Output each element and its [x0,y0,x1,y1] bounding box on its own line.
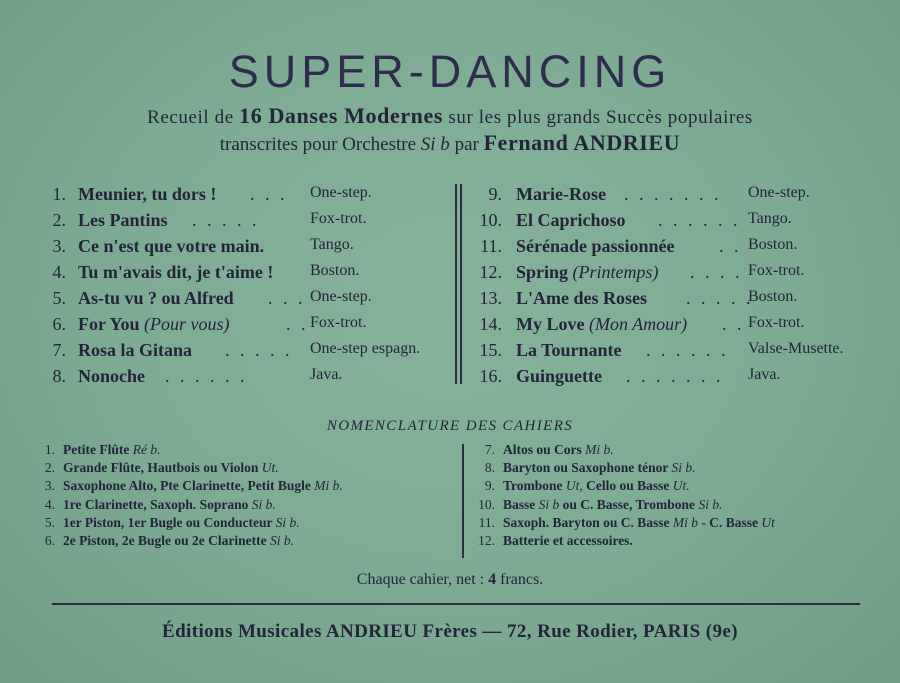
part-number: 5. [44,514,55,530]
dance-title: For You (Pour vous) [78,314,230,334]
part-instruments: Petite Flûte Ré b. [63,442,161,457]
arranger-name: Fernand ANDRIEU [483,130,681,155]
dance-title: Rosa la Gitana [78,340,193,360]
leader-dots: . . . [268,288,306,308]
part-number: 7. [484,442,495,457]
dance-title: Nonoche [78,366,145,386]
part-item [475,442,895,460]
dance-title: Meunier, tu dors ! [78,184,217,204]
dance-genre: Tango. [310,236,354,253]
dance-item [476,184,886,210]
part-number: 11. [478,514,495,530]
dance-genre: Fox-trot. [748,262,805,279]
dance-genre: One-step espagn. [310,340,421,357]
subtitle-line-2 [0,130,900,156]
dance-title: Tu m'avais dit, je t'aime ! [78,262,274,282]
part-instruments: 2e Piston, 2e Bugle ou 2e Clarinette Si b. [63,532,294,548]
dance-genre: Fox-trot. [310,314,367,331]
dance-item [476,366,886,392]
part-number: 8. [484,460,495,476]
dance-item [40,340,450,366]
dance-item [476,210,886,236]
part-item [35,478,460,496]
part-item [35,497,460,515]
part-item [35,442,460,460]
column-divider [462,444,464,558]
dance-genre: One-step. [748,184,810,201]
dance-item [40,288,450,314]
part-number: 9. [484,478,495,494]
dance-item [476,314,886,340]
price-label: Chaque cahier, net : [356,571,485,588]
leader-dots: . . . . . [686,288,754,308]
dance-number: 3. [52,236,66,256]
column-divider [460,184,462,384]
dance-item [40,262,450,288]
dance-title: La Tournante [516,340,622,360]
part-number: 1. [44,442,55,457]
dance-item [476,262,886,288]
dance-list-right [476,184,886,392]
part-instruments: Baryton ou Saxophone ténor Si b. [503,460,696,476]
dance-number: 13. [479,288,502,308]
dance-item [476,340,886,366]
dance-number: 5. [52,288,66,308]
dance-number: 16. [479,366,502,386]
part-instruments: 1re Clarinette, Saxoph. Soprano Si b. [63,496,276,512]
dance-item [40,184,450,210]
key-signature: Si b [420,134,450,155]
part-instruments: Grande Flûte, Hautbois ou Violon Ut. [63,460,279,476]
dance-number: 1. [52,184,66,204]
dance-item [476,288,886,314]
dance-item [40,210,450,236]
nomenclature-heading: NOMENCLATURE DES CAHIERS [326,418,574,434]
dance-number: 11. [480,236,502,256]
footer-rule [52,603,860,605]
part-item [35,460,460,478]
dance-list-left [40,184,450,392]
part-item [475,515,895,533]
dance-title: Ce n'est que votre main. [78,236,265,256]
leader-dots: . . . . . . [165,366,248,386]
dance-number: 15. [479,340,502,360]
part-item [475,460,895,478]
leader-dots: . . . . . . [646,340,729,360]
part-number: 4. [44,496,55,512]
parts-list-right [475,442,895,551]
leader-dots: . . . . . . . [626,366,724,386]
dance-genre: Fox-trot. [310,210,367,227]
subtitle-line-1 [0,103,900,129]
part-item [475,497,895,515]
dance-number: 12. [479,262,502,282]
part-item [475,478,895,496]
part-instruments: Saxoph. Baryton ou C. Basse Mi b - C. Basse Ut [503,514,775,530]
part-item [35,533,460,551]
part-instruments: Batterie et accessoires. [503,532,633,548]
dance-genre: Java. [748,366,781,383]
subtitle-text: sur les plus grands Succès populaires [448,107,753,128]
dance-item [40,366,450,392]
subtitle-text: transcrites pour Orchestre [219,134,417,155]
dance-number: 9. [488,184,502,204]
part-number: 10. [478,496,495,512]
dance-title: As-tu vu ? ou Alfred [78,288,234,308]
dance-title: L'Ame des Roses [516,288,647,308]
dance-number: 6. [52,314,66,334]
dance-genre: Boston. [748,288,798,305]
dance-number: 2. [52,210,66,230]
price-line [0,571,900,589]
dance-title: Guinguette [516,366,603,386]
dance-number: 14. [479,314,502,334]
dance-genre: Fox-trot. [748,314,805,331]
leader-dots: . . . . . [225,340,293,360]
dance-item [40,236,450,262]
part-number: 2. [44,460,55,476]
part-item [475,533,895,551]
leader-dots: . . [722,314,745,334]
dance-count: 16 Danses Modernes [239,103,444,128]
dance-title: Marie-Rose [516,184,606,204]
price-unit: francs. [500,571,544,588]
part-instruments: Altos ou Cors Mi b. [503,442,614,457]
subtitle-text: Recueil de [147,107,234,128]
part-number: 3. [44,478,55,494]
part-number: 6. [44,532,55,548]
part-instruments: Trombone Ut, Cello ou Basse Ut. [503,478,690,494]
dance-number: 10. [479,210,502,230]
dance-title: Spring (Printemps) [516,262,659,282]
dance-genre: Java. [310,366,343,383]
dance-title: El Caprichoso [516,210,626,230]
dance-genre: One-step. [310,288,372,305]
part-item [35,515,460,533]
dance-title: Sérénade passionnée [516,236,675,256]
leader-dots: . . [286,314,309,334]
leader-dots: . . . . . . . [624,184,722,204]
dance-genre: Tango. [748,210,792,227]
dance-number: 4. [52,262,66,282]
leader-dots: . . . . . [192,210,260,230]
dance-genre: One-step. [310,184,372,201]
column-divider [455,184,457,384]
leader-dots: . . . . . . [658,210,741,230]
part-instruments: Saxophone Alto, Pte Clarinette, Petit Bugle Mi b. [63,478,343,494]
price-value: 4 [488,571,497,588]
part-instruments: Basse Si b ou C. Basse, Trombone Si b. [503,496,723,512]
dance-genre: Boston. [748,236,798,253]
dance-number: 8. [52,366,66,386]
dance-genre: Valse-Musette. [748,340,844,357]
dance-number: 7. [52,340,66,360]
part-number: 12. [478,532,495,548]
parts-list-left [35,442,460,551]
leader-dots: . . . [250,184,288,204]
publisher-footer: Éditions Musicales ANDRIEU Frères — 72, Rue Rodier, PARIS (9e) [162,621,738,642]
leader-dots: . . [719,236,742,256]
dance-title: My Love (Mon Amour) [516,314,688,334]
part-instruments: 1er Piston, 1er Bugle ou Conducteur Si b. [63,514,300,530]
dance-title: Les Pantins [78,210,168,230]
page-title: SUPER-DANCING [228,46,672,97]
dance-item [40,314,450,340]
subtitle-text: par [454,134,479,155]
dance-item [476,236,886,262]
dance-genre: Boston. [310,262,360,279]
leader-dots: . . . . [690,262,743,282]
